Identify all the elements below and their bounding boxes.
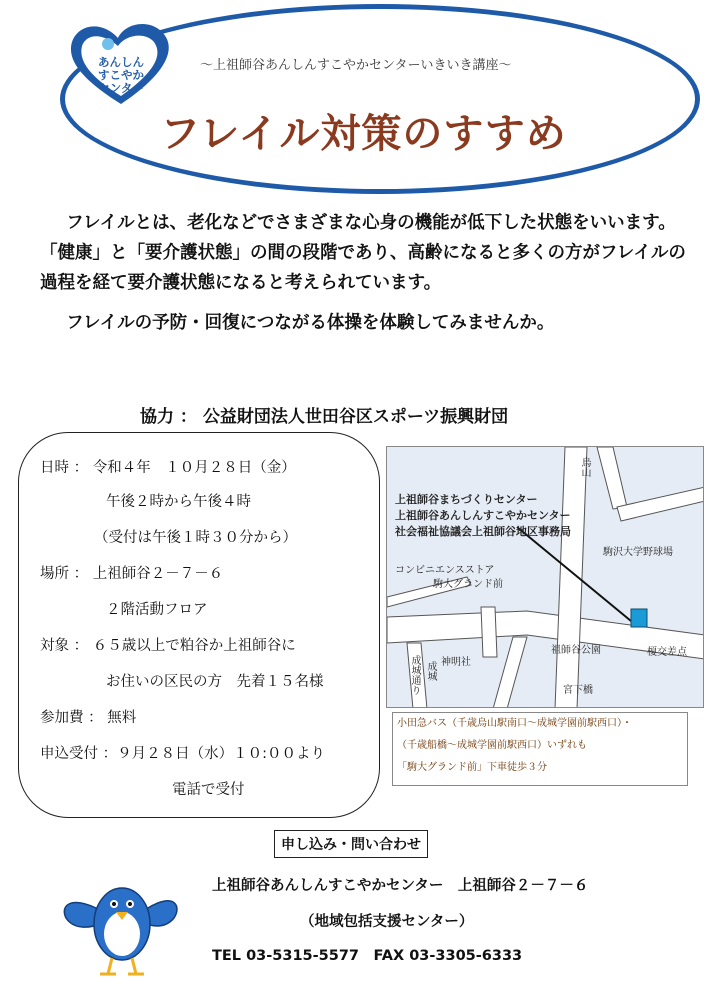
map-label-seijo: 成城 — [425, 661, 436, 681]
map-label-joseidori: 成城通り — [409, 655, 420, 695]
contact-center: 上祖師谷あんしんすこやかセンター 上祖師谷２－７－６ — [212, 878, 589, 894]
transit-line-3: 「駒大グランド前」下車徒歩３分 — [397, 762, 547, 773]
contact-sub: （地域包括支援センター） — [300, 914, 474, 930]
target-cont-line: お住いの区民の方 先着１５名様 — [106, 674, 324, 690]
event-subtitle: ～上祖師谷あんしんすこやかセンターいきいき講座～ — [200, 58, 512, 73]
intro-text — [40, 208, 690, 338]
bird-icon — [56, 862, 186, 980]
target-line: 対象 ： ６５歳以上で粕谷か上祖師谷に — [40, 638, 296, 654]
map-label-komadai-ground: 駒大グランド前 — [433, 579, 503, 590]
map-label-intersection: 榎交差点 — [647, 647, 687, 658]
map-title-3: 社会福祉協議会上祖師谷地区事務局 — [395, 525, 571, 538]
intro-paragraph-2: フレイルの予防・回復につながる体操を体験してみませんか。 — [66, 313, 555, 333]
floor-line: ２階活動フロア — [106, 602, 208, 618]
fee-line: 参加費 ： 無料 — [40, 710, 137, 726]
contact-heading: 申し込み・問い合わせ — [274, 830, 428, 858]
date-line: 日時 ： 令和４年 １０月２８日（金） — [40, 460, 296, 476]
transit-line-2: （千歳船橋～成城学園前駅西口）いずれも — [397, 740, 587, 751]
map-label-karasuyama: 烏山 — [579, 457, 590, 477]
apply-line: 申込受付 ：９月２８日（水）１０:００より — [40, 746, 325, 762]
logo-text: あんしん すこやか センター — [98, 55, 144, 95]
logo — [66, 22, 176, 106]
place-line: 場所 ： 上祖師谷２－７－６ — [40, 566, 224, 582]
transit-info — [392, 712, 688, 786]
intro-paragraph-1: フレイルとは、老化などでさまざまな心身の機能が低下した状態をいいます。「健康」と「要介護状態」の間の段階であり、高齢になると多くの方がフレイルの過程を経て要介護状態になると考えられています。 — [40, 213, 686, 293]
map-label-conv-store: コンビニエンスストア — [395, 565, 495, 576]
map-title-2: 上祖師谷あんしんすこやかセンター — [395, 509, 571, 522]
cooperation-line: 協力 ： 公益財団法人世田谷区スポーツ振興財団 — [140, 407, 509, 427]
access-map — [386, 446, 704, 708]
map-label-komadai-field: 駒沢大学野球場 — [603, 547, 673, 558]
map-label-miyashita: 宮下橋 — [563, 685, 593, 696]
map-title-1: 上祖師谷まちづくりセンター — [395, 493, 538, 506]
time-line: 午後２時から午後４時 — [106, 494, 251, 510]
contact-phone: TEL 03-5315-5577 FAX 03-3305-6333 — [212, 948, 523, 964]
apply-method-line: 電話で受付 — [172, 782, 245, 798]
map-label-shrine: 神明社 — [441, 657, 471, 668]
center-marker — [631, 609, 647, 627]
page-title: フレイル対策のすすめ — [160, 110, 567, 157]
transit-line-1: 小田急バス（千歳烏山駅南口～成城学園前駅西口）・ — [397, 718, 632, 729]
map-label-park: 祖師谷公園 — [551, 645, 601, 656]
reception-line: （受付は午後１時３０分から） — [94, 530, 297, 546]
mascot-bird — [56, 862, 186, 980]
